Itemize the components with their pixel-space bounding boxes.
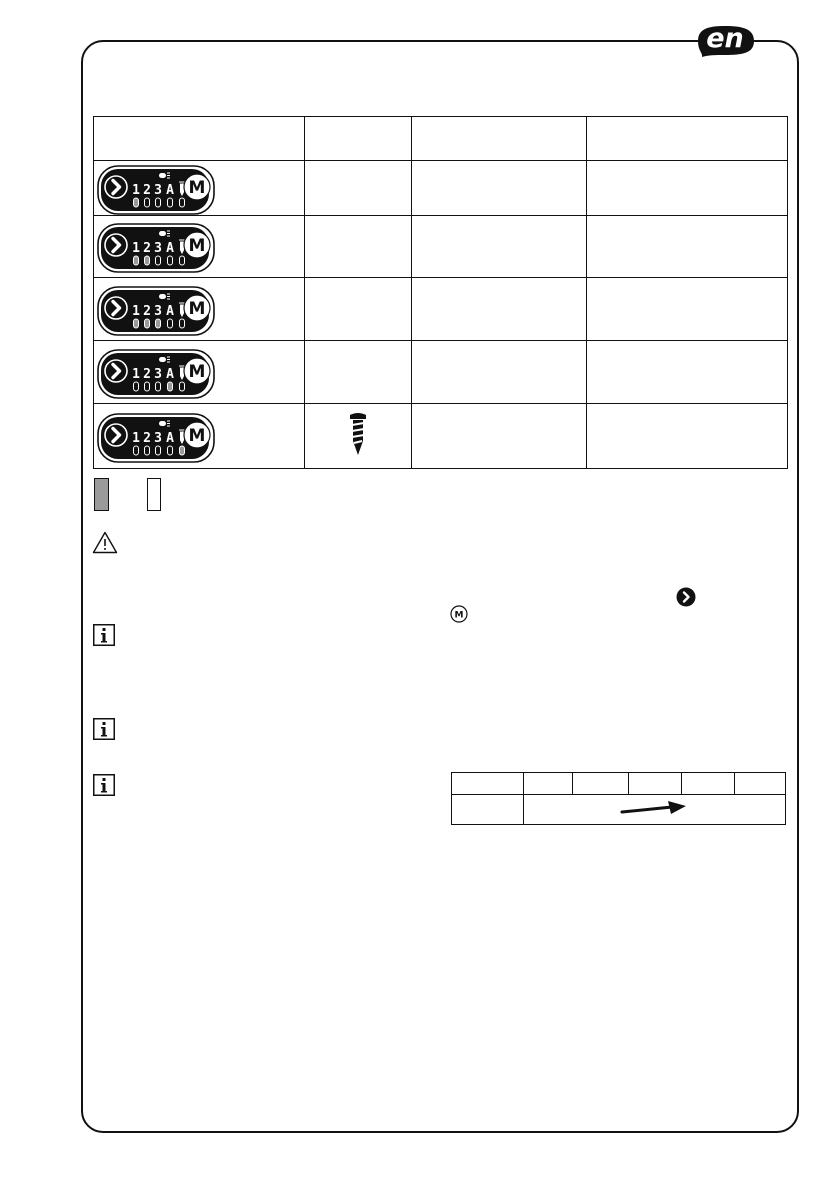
mode-table [93, 116, 788, 469]
table-cell [587, 341, 788, 404]
table-cell [412, 161, 587, 216]
table-row [94, 216, 788, 278]
table-cell [412, 341, 587, 404]
panel-cell [94, 216, 305, 278]
panel-cell [94, 278, 305, 341]
control-panel-icon [97, 413, 215, 463]
arrow-right-icon [620, 800, 690, 820]
mode-button-label: M [188, 177, 206, 198]
panel-label: 2 [143, 303, 151, 319]
led-on [145, 319, 150, 328]
table-cell [305, 278, 412, 341]
panel-label: A [166, 182, 174, 198]
control-panel-icon [97, 223, 215, 273]
arrow-cell [524, 795, 786, 825]
led-off [156, 256, 161, 265]
table-row [94, 278, 788, 341]
mode-button-label: M [188, 361, 206, 382]
table-cell [412, 278, 587, 341]
led-on-swatch [94, 478, 109, 511]
table-cell [412, 404, 587, 469]
chevron-button-icon [676, 587, 696, 607]
panel-label: 3 [154, 182, 162, 198]
led-off [156, 198, 161, 207]
panel-cell [94, 161, 305, 216]
panel-label: 2 [143, 366, 151, 382]
control-panel-icon [97, 286, 215, 336]
svg-text:M: M [454, 610, 464, 621]
panel-label: 3 [154, 303, 162, 319]
mode-table-header-1 [94, 117, 305, 161]
info-icon [93, 718, 115, 740]
table-cell [682, 773, 735, 795]
led-off [180, 319, 185, 328]
control-panel-icon [97, 165, 215, 215]
panel-label: 3 [154, 430, 162, 446]
table-cell [587, 278, 788, 341]
table-row [94, 404, 788, 469]
panel-label: 2 [143, 182, 151, 198]
speed-table [451, 772, 786, 825]
mode-table-header-4 [587, 117, 788, 161]
led-on [168, 382, 173, 391]
led-off [180, 198, 185, 207]
table-cell [587, 161, 788, 216]
led-on [145, 256, 150, 265]
table-cell [452, 795, 524, 825]
mode-table-header-2 [305, 117, 412, 161]
led-off [145, 382, 150, 391]
led-off [145, 198, 150, 207]
language-code: en [706, 23, 744, 54]
panel-cell [94, 341, 305, 404]
screw-icon [348, 411, 368, 457]
panel-label: 2 [143, 241, 151, 256]
table-cell [629, 773, 682, 795]
panel-label: 1 [132, 366, 140, 382]
table-cell [412, 216, 587, 278]
panel-label: 3 [154, 241, 162, 256]
panel-cell [94, 404, 305, 469]
led-off [180, 256, 185, 265]
led-off-swatch [147, 478, 161, 511]
led-on [180, 446, 185, 455]
led-off [180, 382, 185, 391]
table-cell [305, 161, 412, 216]
led-off [156, 382, 161, 391]
panel-label: A [166, 366, 174, 382]
info-icon [93, 624, 115, 646]
mode-button-label: M [188, 425, 206, 446]
mode-button-label: M [188, 298, 206, 319]
panel-label: 1 [132, 430, 140, 446]
control-panel-icon [97, 349, 215, 399]
table-cell [305, 341, 412, 404]
mode-table-header-3 [412, 117, 587, 161]
screw-cell [305, 404, 412, 469]
table-cell [573, 773, 629, 795]
led-off [145, 446, 150, 455]
table-row [452, 795, 786, 825]
led-on [156, 319, 161, 328]
led-on [134, 198, 139, 207]
table-row [94, 341, 788, 404]
mode-button-label: M [188, 236, 206, 256]
panel-label: 1 [132, 241, 140, 256]
led-off [168, 256, 173, 265]
led-off [168, 198, 173, 207]
warning-icon [92, 531, 118, 554]
led-on [134, 319, 139, 328]
panel-label: A [166, 430, 174, 446]
mode-table-header-row [94, 117, 788, 161]
led-off [168, 446, 173, 455]
table-cell [587, 404, 788, 469]
table-cell [524, 773, 573, 795]
table-cell [452, 773, 524, 795]
table-row [452, 773, 786, 795]
led-off [156, 446, 161, 455]
panel-label: 2 [143, 430, 151, 446]
table-cell [587, 216, 788, 278]
led-off [134, 382, 139, 391]
led-off [134, 446, 139, 455]
info-icon [93, 774, 115, 796]
table-cell [305, 216, 412, 278]
m-button-icon [450, 605, 468, 623]
panel-label: A [166, 241, 174, 256]
table-row [94, 161, 788, 216]
panel-label: 1 [132, 303, 140, 319]
panel-label: A [166, 303, 174, 319]
panel-label: 1 [132, 182, 140, 198]
led-off [168, 319, 173, 328]
table-cell [735, 773, 786, 795]
panel-label: 3 [154, 366, 162, 382]
led-on [134, 256, 139, 265]
